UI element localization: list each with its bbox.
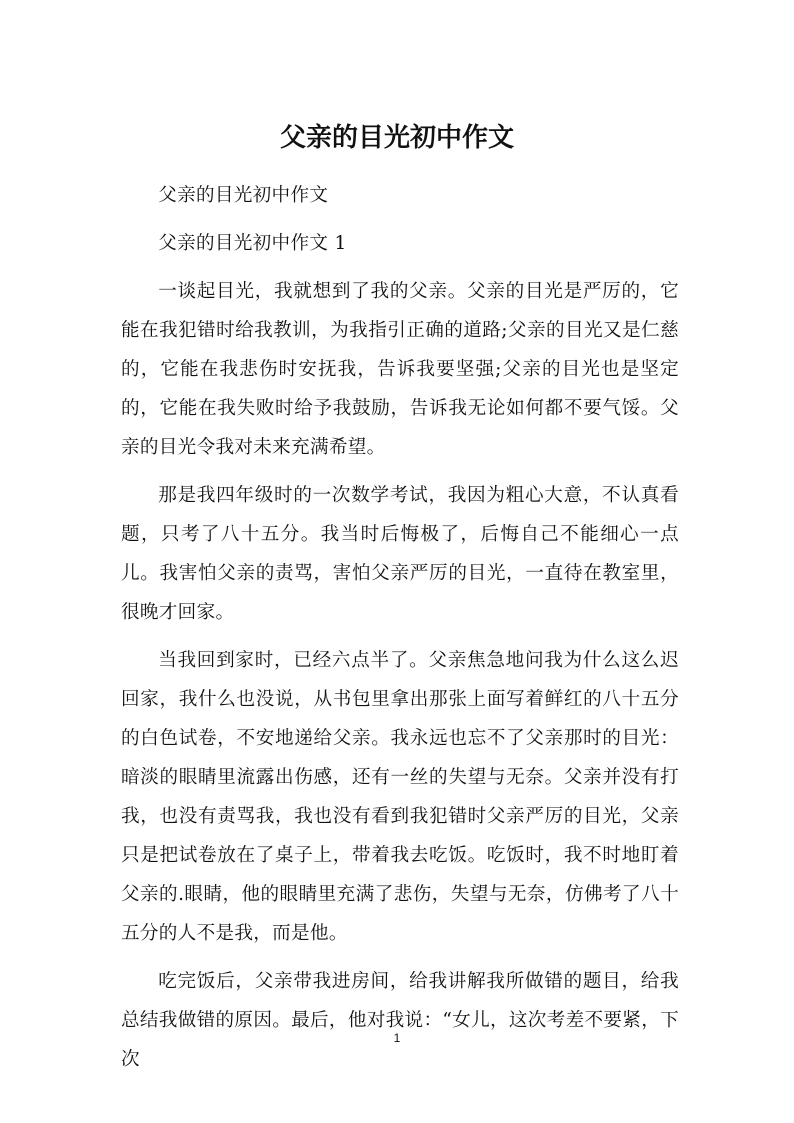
page-number: 1 [393,1031,401,1045]
paragraph: 吃完饭后，父亲带我进房间，给我讲解我所做错的题目，给我总结我做错的原因。最后，他对我说：“女儿，这次考差不要紧，下次 [121,971,679,1070]
document-title: 父亲的目光初中作文 [279,123,514,153]
document-body [121,176,679,1088]
paragraph: 那是我四年级时的一次数学考试，我因为粗心大意，不认真看题，只考了八十五分。我当时后悔极了，后悔自己不能细心一点儿。我害怕父亲的责骂，害怕父亲严厉的目光，一直待在教室里，很晚才回家。 [121,485,679,623]
paragraph: 一谈起目光，我就想到了我的父亲。父亲的目光是严厉的，它能在我犯错时给我教训，为我指引正确的道路;父亲的目光又是仁慈的，它能在我悲伤时安抚我，告诉我要坚强;父亲的目光也是坚定的，它能在我失败时给予我鼓励，告诉我无论如何都不要气馁。父亲的目光令我对未来充满希望。 [121,281,679,458]
paragraph: 当我回到家时，已经六点半了。父亲焦急地问我为什么这么迟回家，我什么也没说，从书包里拿出那张上面写着鲜红的八十五分的白色试卷，不安地递给父亲。我永远也忘不了父亲那时的目光：暗淡的眼睛里流露出伤感，还有一丝的失望与无奈。父亲并没有打我，也没有责骂我，我也没有看到我犯错时父亲严厉的目光，父亲只是把试卷放在了桌子上，带着我去吃饭。吃饭时，我不时地盯着父亲的.眼睛，他的眼睛里充满了悲伤，失望与无奈，仿佛考了八十五分的人不是我，而是他。 [121,650,679,944]
subtitle-line: 父亲的目光初中作文 [158,185,329,206]
section-heading: 父亲的目光初中作文 1 [158,233,347,254]
